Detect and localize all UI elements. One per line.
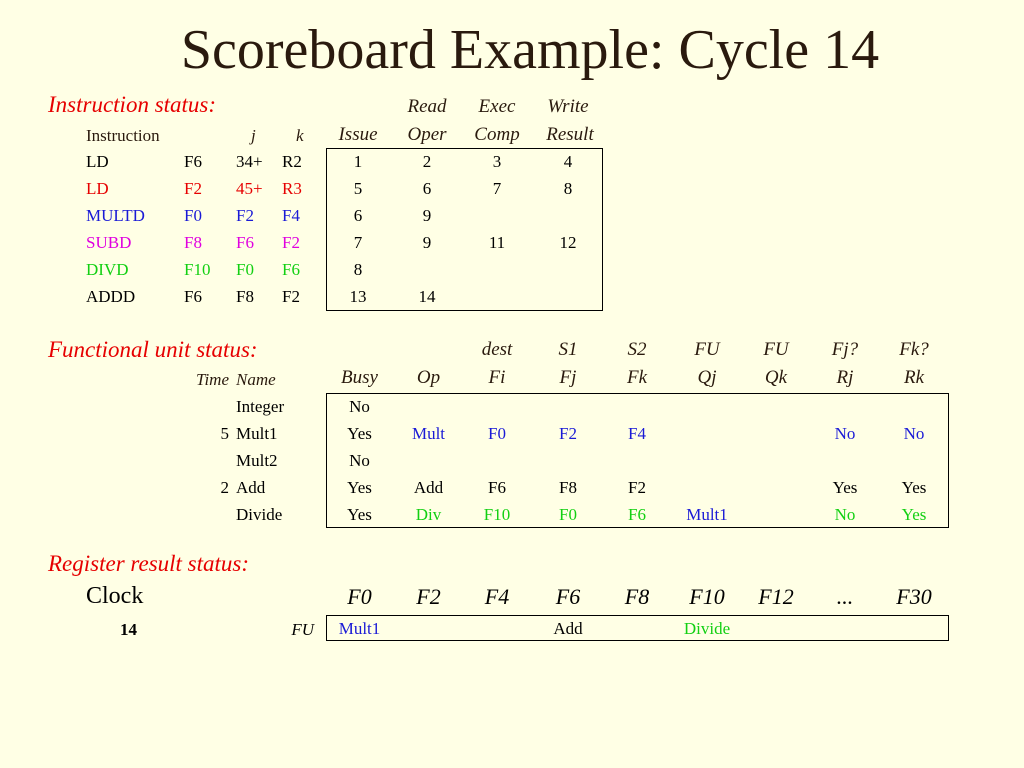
header-fk-ready: Fk? [899, 339, 929, 360]
register-header-2: F4 [484, 584, 510, 609]
header-rk: Rk [903, 367, 925, 388]
instruction-row-op: DIVD [86, 260, 129, 279]
register-result-status-label: Register result status: [48, 551, 250, 576]
instruction-row-op: SUBD [86, 233, 132, 252]
fu-row-op: Add [413, 478, 444, 497]
header-fi: Fi [488, 367, 506, 388]
instruction-row-read: 14 [418, 287, 436, 306]
register-fu-label: FU [291, 620, 314, 639]
header-read: Read [407, 96, 447, 117]
register-header-6: F12 [758, 584, 794, 609]
instruction-row-issue: 7 [353, 233, 363, 252]
fu-row-rk: Yes [901, 505, 927, 524]
header-qk: Qk [764, 367, 788, 388]
instruction-row-write: 8 [563, 179, 573, 198]
fu-row-time: 5 [220, 424, 229, 443]
fu-row-name: Integer [236, 397, 285, 416]
fu-row-rk: Yes [901, 478, 927, 497]
instruction-row-j: F2 [236, 206, 254, 225]
header-dest: dest [481, 339, 513, 360]
fu-row-busy: Yes [347, 424, 372, 443]
instruction-row-issue: 1 [353, 152, 363, 171]
fu-row-op: Div [415, 505, 442, 524]
clock-label: Clock [86, 583, 144, 609]
instruction-status-label: Instruction status: [48, 92, 217, 117]
header-oper: Oper [407, 124, 447, 145]
header-result: Result [546, 124, 594, 145]
fu-row-fi: F10 [483, 505, 511, 524]
fu-row-fi: F6 [488, 478, 506, 497]
header-s1: S1 [558, 339, 578, 360]
instruction-row-dest: F2 [184, 179, 202, 198]
fu-row-busy: No [349, 451, 370, 470]
register-value-3: Add [553, 619, 583, 638]
instruction-row-k: R3 [282, 179, 302, 198]
fu-row-fk: F4 [628, 424, 646, 443]
instruction-row-k: F2 [282, 287, 300, 306]
clock-value: 14 [120, 620, 137, 639]
instruction-row-k: R2 [282, 152, 302, 171]
register-header-4: F8 [624, 584, 650, 609]
instruction-row-op: LD [86, 179, 109, 198]
header-time: Time [195, 370, 229, 389]
header-j: j [251, 126, 256, 145]
header-name: Name [236, 370, 276, 389]
instruction-row-issue: 5 [353, 179, 363, 198]
instruction-row-op: LD [86, 152, 109, 171]
header-comp: Comp [474, 124, 520, 145]
instruction-row-exec: 7 [492, 179, 502, 198]
header-s2: S2 [627, 339, 647, 360]
fu-row-fj: F0 [559, 505, 577, 524]
instruction-row-op: MULTD [86, 206, 145, 225]
fu-row-fk: F2 [628, 478, 646, 497]
fu-row-busy: Yes [347, 505, 372, 524]
instruction-row-k: F2 [282, 233, 300, 252]
header-fj: Fj [559, 367, 577, 388]
slide-title: Scoreboard Example: Cycle 14 [180, 19, 880, 81]
register-header-0: F0 [347, 584, 372, 609]
instruction-row-dest: F6 [184, 287, 202, 306]
instruction-row-k: F6 [282, 260, 300, 279]
header-fu-qj: FU [694, 339, 720, 360]
instruction-row-j: 45+ [236, 179, 263, 198]
instruction-row-dest: F10 [184, 260, 211, 279]
fu-row-qj: Mult1 [686, 505, 728, 524]
instruction-row-dest: F0 [184, 206, 202, 225]
register-header-5: F10 [689, 584, 725, 609]
instruction-row-write: 4 [563, 152, 573, 171]
header-exec: Exec [478, 96, 516, 117]
header-qj: Qj [697, 367, 717, 388]
header-write: Write [547, 96, 589, 117]
fu-row-busy: No [349, 397, 370, 416]
instruction-row-read: 6 [422, 179, 432, 198]
register-value-5: Divide [683, 619, 731, 638]
fu-row-name: Divide [236, 505, 283, 524]
instruction-row-issue: 13 [349, 287, 367, 306]
register-value-0: Mult1 [338, 619, 381, 638]
header-op: Op [416, 367, 441, 388]
register-header-7: ... [836, 584, 854, 609]
instruction-row-write: 12 [559, 233, 577, 252]
instruction-row-issue: 6 [353, 206, 363, 225]
header-k: k [296, 126, 304, 145]
fu-row-name: Add [236, 478, 266, 497]
register-result-table-box [326, 615, 949, 641]
fu-row-name: Mult1 [236, 424, 278, 443]
fu-row-time: 2 [220, 478, 229, 497]
header-issue: Issue [338, 124, 378, 145]
register-header-8: F30 [896, 584, 932, 609]
instruction-row-j: F0 [236, 260, 254, 279]
functional-unit-status-label: Functional unit status: [48, 337, 258, 362]
instruction-row-j: 34+ [236, 152, 263, 171]
fu-row-rj: No [834, 424, 856, 443]
fu-row-rj: Yes [832, 478, 858, 497]
instruction-row-j: F8 [236, 287, 254, 306]
instruction-row-exec: 3 [492, 152, 502, 171]
fu-row-op: Mult [411, 424, 446, 443]
instruction-row-issue: 8 [353, 260, 363, 279]
fu-row-fj: F2 [559, 424, 577, 443]
header-busy: Busy [341, 367, 378, 388]
header-rj: Rj [836, 367, 854, 388]
register-header-3: F6 [555, 584, 581, 609]
header-fk: Fk [626, 367, 648, 388]
instruction-row-read: 9 [422, 233, 432, 252]
fu-row-busy: Yes [347, 478, 372, 497]
fu-row-fj: F8 [559, 478, 577, 497]
instruction-row-k: F4 [282, 206, 300, 225]
instruction-row-op: ADDD [86, 287, 136, 306]
header-fj-ready: Fj? [831, 339, 859, 360]
fu-row-name: Mult2 [236, 451, 278, 470]
fu-row-rj: No [834, 505, 856, 524]
instruction-row-read: 2 [422, 152, 432, 171]
register-header-1: F2 [416, 584, 441, 609]
instruction-row-exec: 11 [488, 233, 506, 252]
fu-row-fk: F6 [628, 505, 646, 524]
instruction-row-dest: F8 [184, 233, 202, 252]
instruction-row-dest: F6 [184, 152, 202, 171]
instruction-row-j: F6 [236, 233, 254, 252]
instruction-row-read: 9 [422, 206, 432, 225]
header-fu-qk: FU [763, 339, 789, 360]
header-instruction: Instruction [86, 126, 160, 145]
fu-row-fi: F0 [488, 424, 506, 443]
fu-row-rk: No [903, 424, 925, 443]
